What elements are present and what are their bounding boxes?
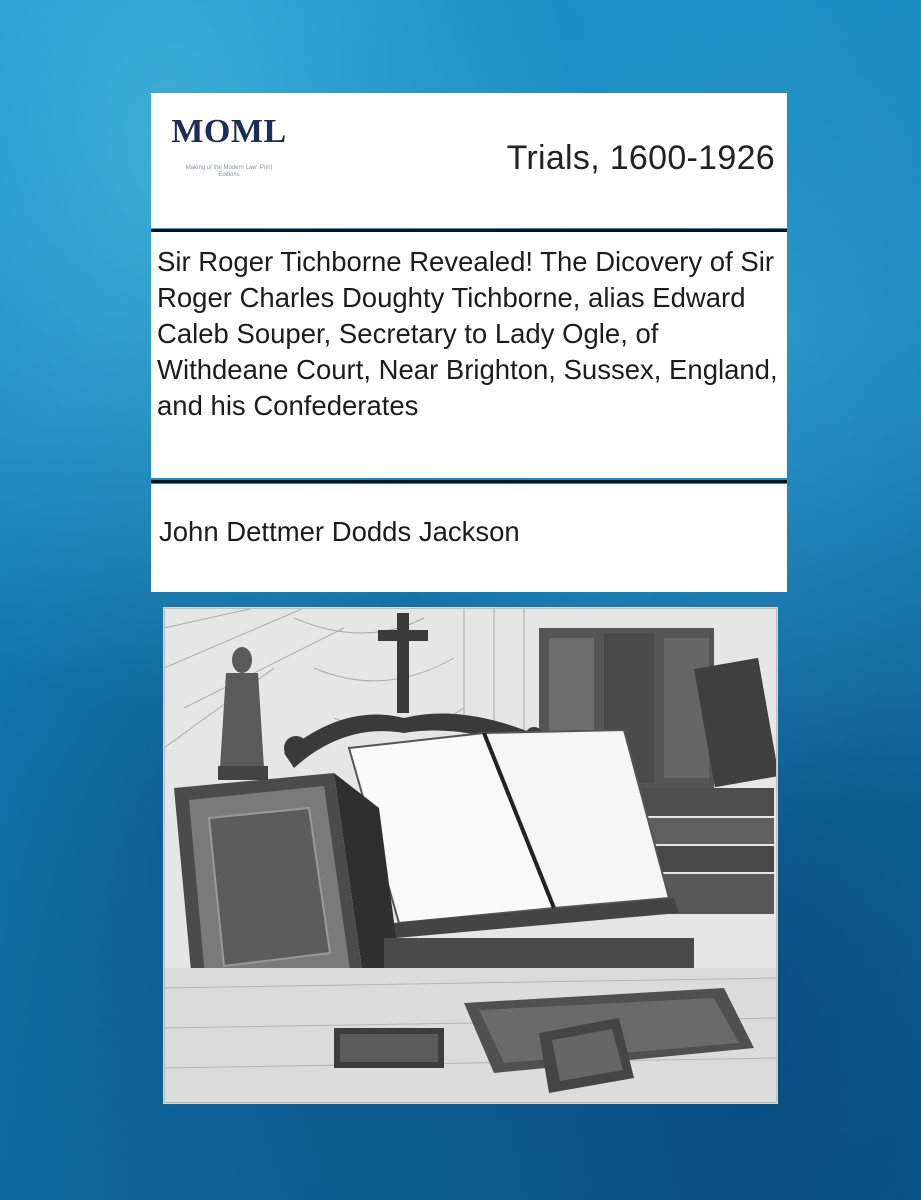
logo-subtitle: Making of the Modern Law: Print Editions bbox=[185, 165, 273, 178]
moml-logo bbox=[169, 113, 289, 203]
title-panel bbox=[151, 232, 787, 478]
divider-rule bbox=[151, 480, 787, 483]
book-author: John Dettmer Dodds Jackson bbox=[159, 516, 520, 547]
book-title: Sir Roger Tichborne Revealed! The Dicovery of Sir Roger Charles Doughty Tichborne, alias Edward Caleb Souper, Secretary to Lady Ogle, of Withdeane Court, Near Brighton, Sussex, England, and his Confederates bbox=[157, 246, 778, 421]
series-title: Trials, 1600-1926 bbox=[506, 139, 775, 177]
open-book bbox=[349, 730, 679, 938]
logo-text: MOML bbox=[171, 113, 287, 150]
engraving-books-lectern-icon bbox=[163, 607, 778, 1104]
author-panel bbox=[151, 484, 787, 592]
series-header-panel bbox=[151, 93, 787, 228]
